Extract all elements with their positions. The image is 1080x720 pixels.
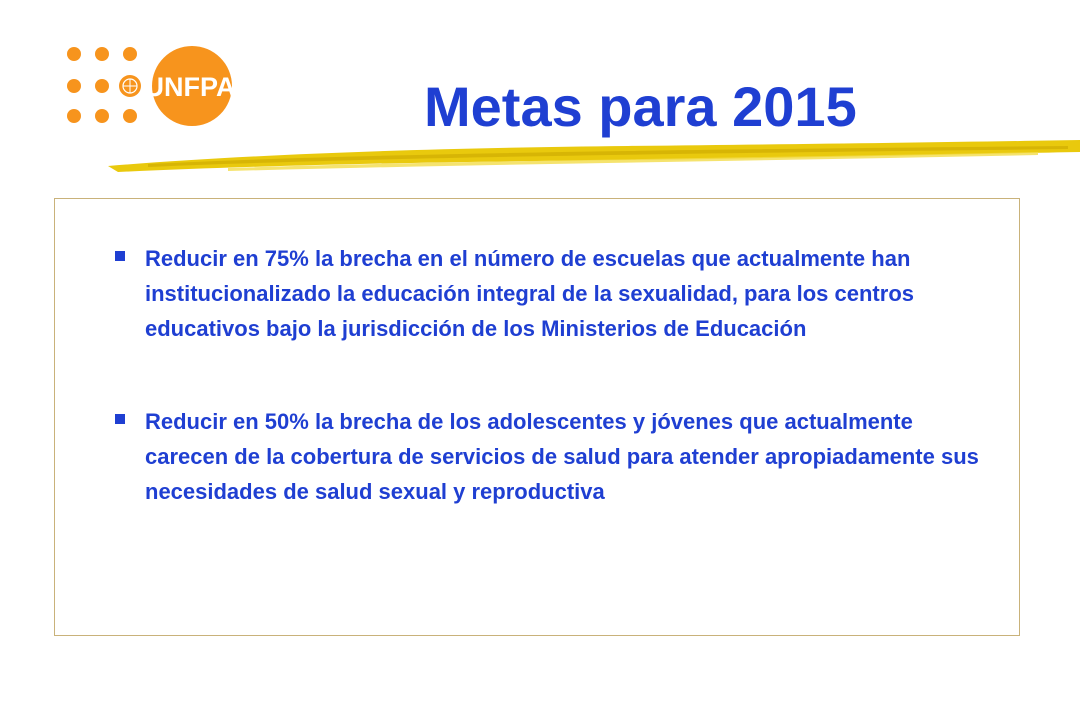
bullet-list	[111, 241, 991, 567]
content-box	[54, 198, 1020, 636]
bullet-item	[111, 404, 991, 509]
un-emblem-icon	[119, 75, 141, 97]
square-bullet-icon	[115, 414, 125, 424]
bullet-text: Reducir en 75% la brecha en el número de escuelas que actualmente han institucionalizado la educación integral de la sexualidad, para los centros educativos bajo la jurisdicción de los Ministerios de Educación	[145, 246, 914, 341]
bullet-text: Reducir en 50% la brecha de los adolescentes y jóvenes que actualmente carecen de la cobertura de servicios de salud para atender apropiadamente sus necesidades de salud sexual y reproductiva	[145, 409, 979, 504]
bullet-item	[111, 241, 991, 346]
unfpa-logo	[64, 44, 244, 134]
square-bullet-icon	[115, 251, 125, 261]
slide-title: Metas para 2015	[424, 75, 857, 138]
logo-text: UNFPA	[144, 72, 236, 102]
title-underline-brush	[108, 138, 1080, 174]
